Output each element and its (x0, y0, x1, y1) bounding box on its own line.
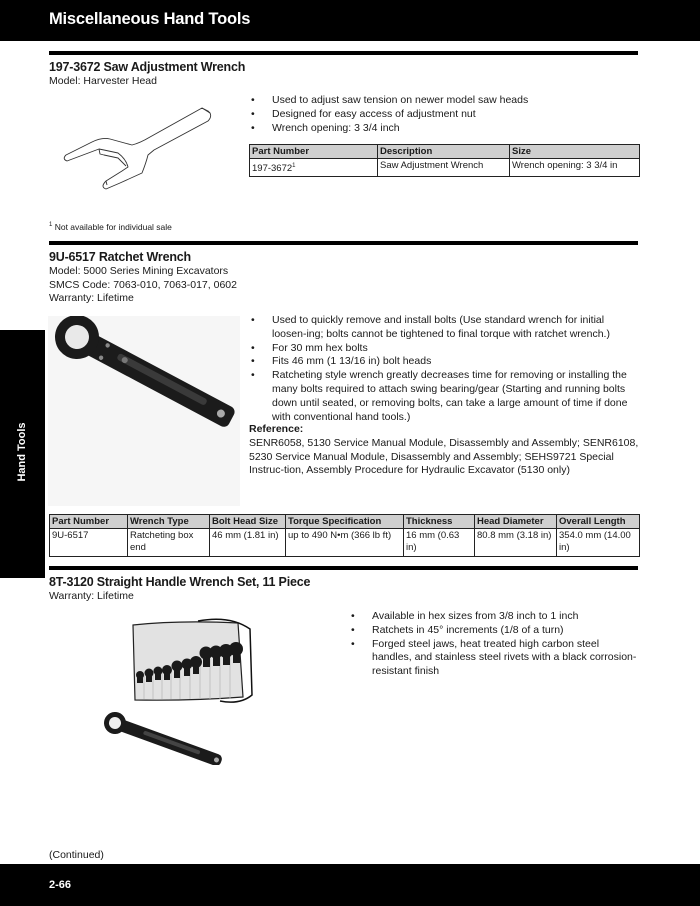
spanner-wrench-image (62, 103, 212, 198)
col-header: Thickness (404, 515, 475, 529)
table-row (50, 529, 640, 557)
col-header: Part Number (50, 515, 128, 529)
section-title: 8T-3120 Straight Handle Wrench Set, 11 Piece (49, 575, 311, 589)
footnote-mark: 1 (292, 163, 296, 169)
col-header: Bolt Head Size (210, 515, 286, 529)
wrench-set-image (100, 615, 255, 765)
reference-text: SENR6058, 5130 Service Manual Module, Disassembly and Assembly; SENR6108, 5230 Service Manual Module, Disassembly and Assembly; SEHS9721 Special Instruc-tion, Assembly Procedure for Hydraulic Excavator (5130 only) (249, 436, 639, 477)
cell-part-number: 197-3672$^1$ (250, 159, 378, 177)
feature-list (249, 314, 641, 424)
side-tab-label: Hand Tools (16, 422, 28, 482)
meta-model: Model: 5000 Series Mining Excavators (49, 265, 229, 277)
ratchet-wrench-image (48, 316, 240, 506)
feature-item: • Used to adjust saw tension on newer model saw heads (249, 94, 641, 108)
feature-list (349, 610, 641, 679)
section-divider (49, 51, 638, 55)
col-header: Torque Specification (286, 515, 404, 529)
specs-table (49, 514, 640, 557)
feature-item: • Fits 46 mm (1 13/16 in) bolt heads (249, 355, 641, 369)
section-title: 9U-6517 Ratchet Wrench (49, 250, 191, 264)
feature-list (249, 94, 641, 135)
feature-item: • Forged steel jaws, heat treated high carbon steel handles, and stainless steel rivets with a black corrosion-resistant finish (349, 638, 641, 679)
section-meta (49, 75, 157, 89)
col-header: Size (510, 145, 640, 159)
table-header-row (50, 515, 640, 529)
meta-warranty: Warranty: Lifetime (49, 590, 134, 602)
meta-warranty: Warranty: Lifetime (49, 292, 134, 304)
feature-item: • Ratchets in 45° increments (1/8 of a turn) (349, 624, 641, 638)
section-divider (49, 241, 638, 245)
feature-item: • Available in hex sizes from 3/8 inch to 1 inch (349, 610, 641, 624)
section-title: 197-3672 Saw Adjustment Wrench (49, 60, 246, 74)
cell-bolt-head-size: 46 mm (1.81 in) (210, 529, 286, 557)
meta-model: Model: Harvester Head (49, 75, 157, 87)
section-meta (49, 590, 134, 604)
section-meta (49, 265, 237, 306)
cell-head-diameter: 80.8 mm (3.18 in) (475, 529, 557, 557)
reference-heading: Reference: (249, 423, 304, 435)
meta-smcs: SMCS Code: 7063-010, 7063-017, 0602 (49, 278, 237, 291)
table-header-row (250, 145, 640, 159)
page-number: 2-66 (49, 879, 72, 891)
footnote: $^1$ Not available for individual sale (49, 222, 172, 232)
col-header: Wrench Type (128, 515, 210, 529)
page-title: Miscellaneous Hand Tools (49, 10, 251, 28)
reference-block (249, 423, 641, 478)
feature-item: • Used to quickly remove and install bolts (Use standard wrench for initial loosen-ing; bolts cannot be tightened to final torque with ratchet wrench.) (249, 314, 641, 342)
cell-description: Saw Adjustment Wrench (378, 159, 510, 177)
parts-table (249, 144, 640, 177)
feature-item: • For 30 mm hex bolts (249, 342, 641, 356)
cell-wrench-type: Ratcheting box end (128, 529, 210, 557)
col-header: Head Diameter (475, 515, 557, 529)
page-footer (0, 864, 700, 906)
table-row (250, 159, 640, 177)
feature-item: • Wrench opening: 3 3/4 inch (249, 122, 641, 136)
col-header: Part Number (250, 145, 378, 159)
cell-part-number: 9U-6517 (50, 529, 128, 557)
continued-note: (Continued) (49, 849, 104, 861)
cell-overall-length: 354.0 mm (14.00 in) (557, 529, 640, 557)
cell-size: Wrench opening: 3 3/4 in (510, 159, 640, 177)
section-divider (49, 566, 638, 570)
col-header: Overall Length (557, 515, 640, 529)
col-header: Description (378, 145, 510, 159)
cell-torque: up to 490 N•m (366 lb ft) (286, 529, 404, 557)
feature-item: • Designed for easy access of adjustment nut (249, 108, 641, 122)
feature-item: • Ratcheting style wrench greatly decreases time for removing or installing the many bolts required to attach swing bearing/gear (Starting and running bolts down until seated, or removing bolts, can take a large amount of time if done with conventional hand tools.) (249, 369, 641, 424)
cell-thickness: 16 mm (0.63 in) (404, 529, 475, 557)
